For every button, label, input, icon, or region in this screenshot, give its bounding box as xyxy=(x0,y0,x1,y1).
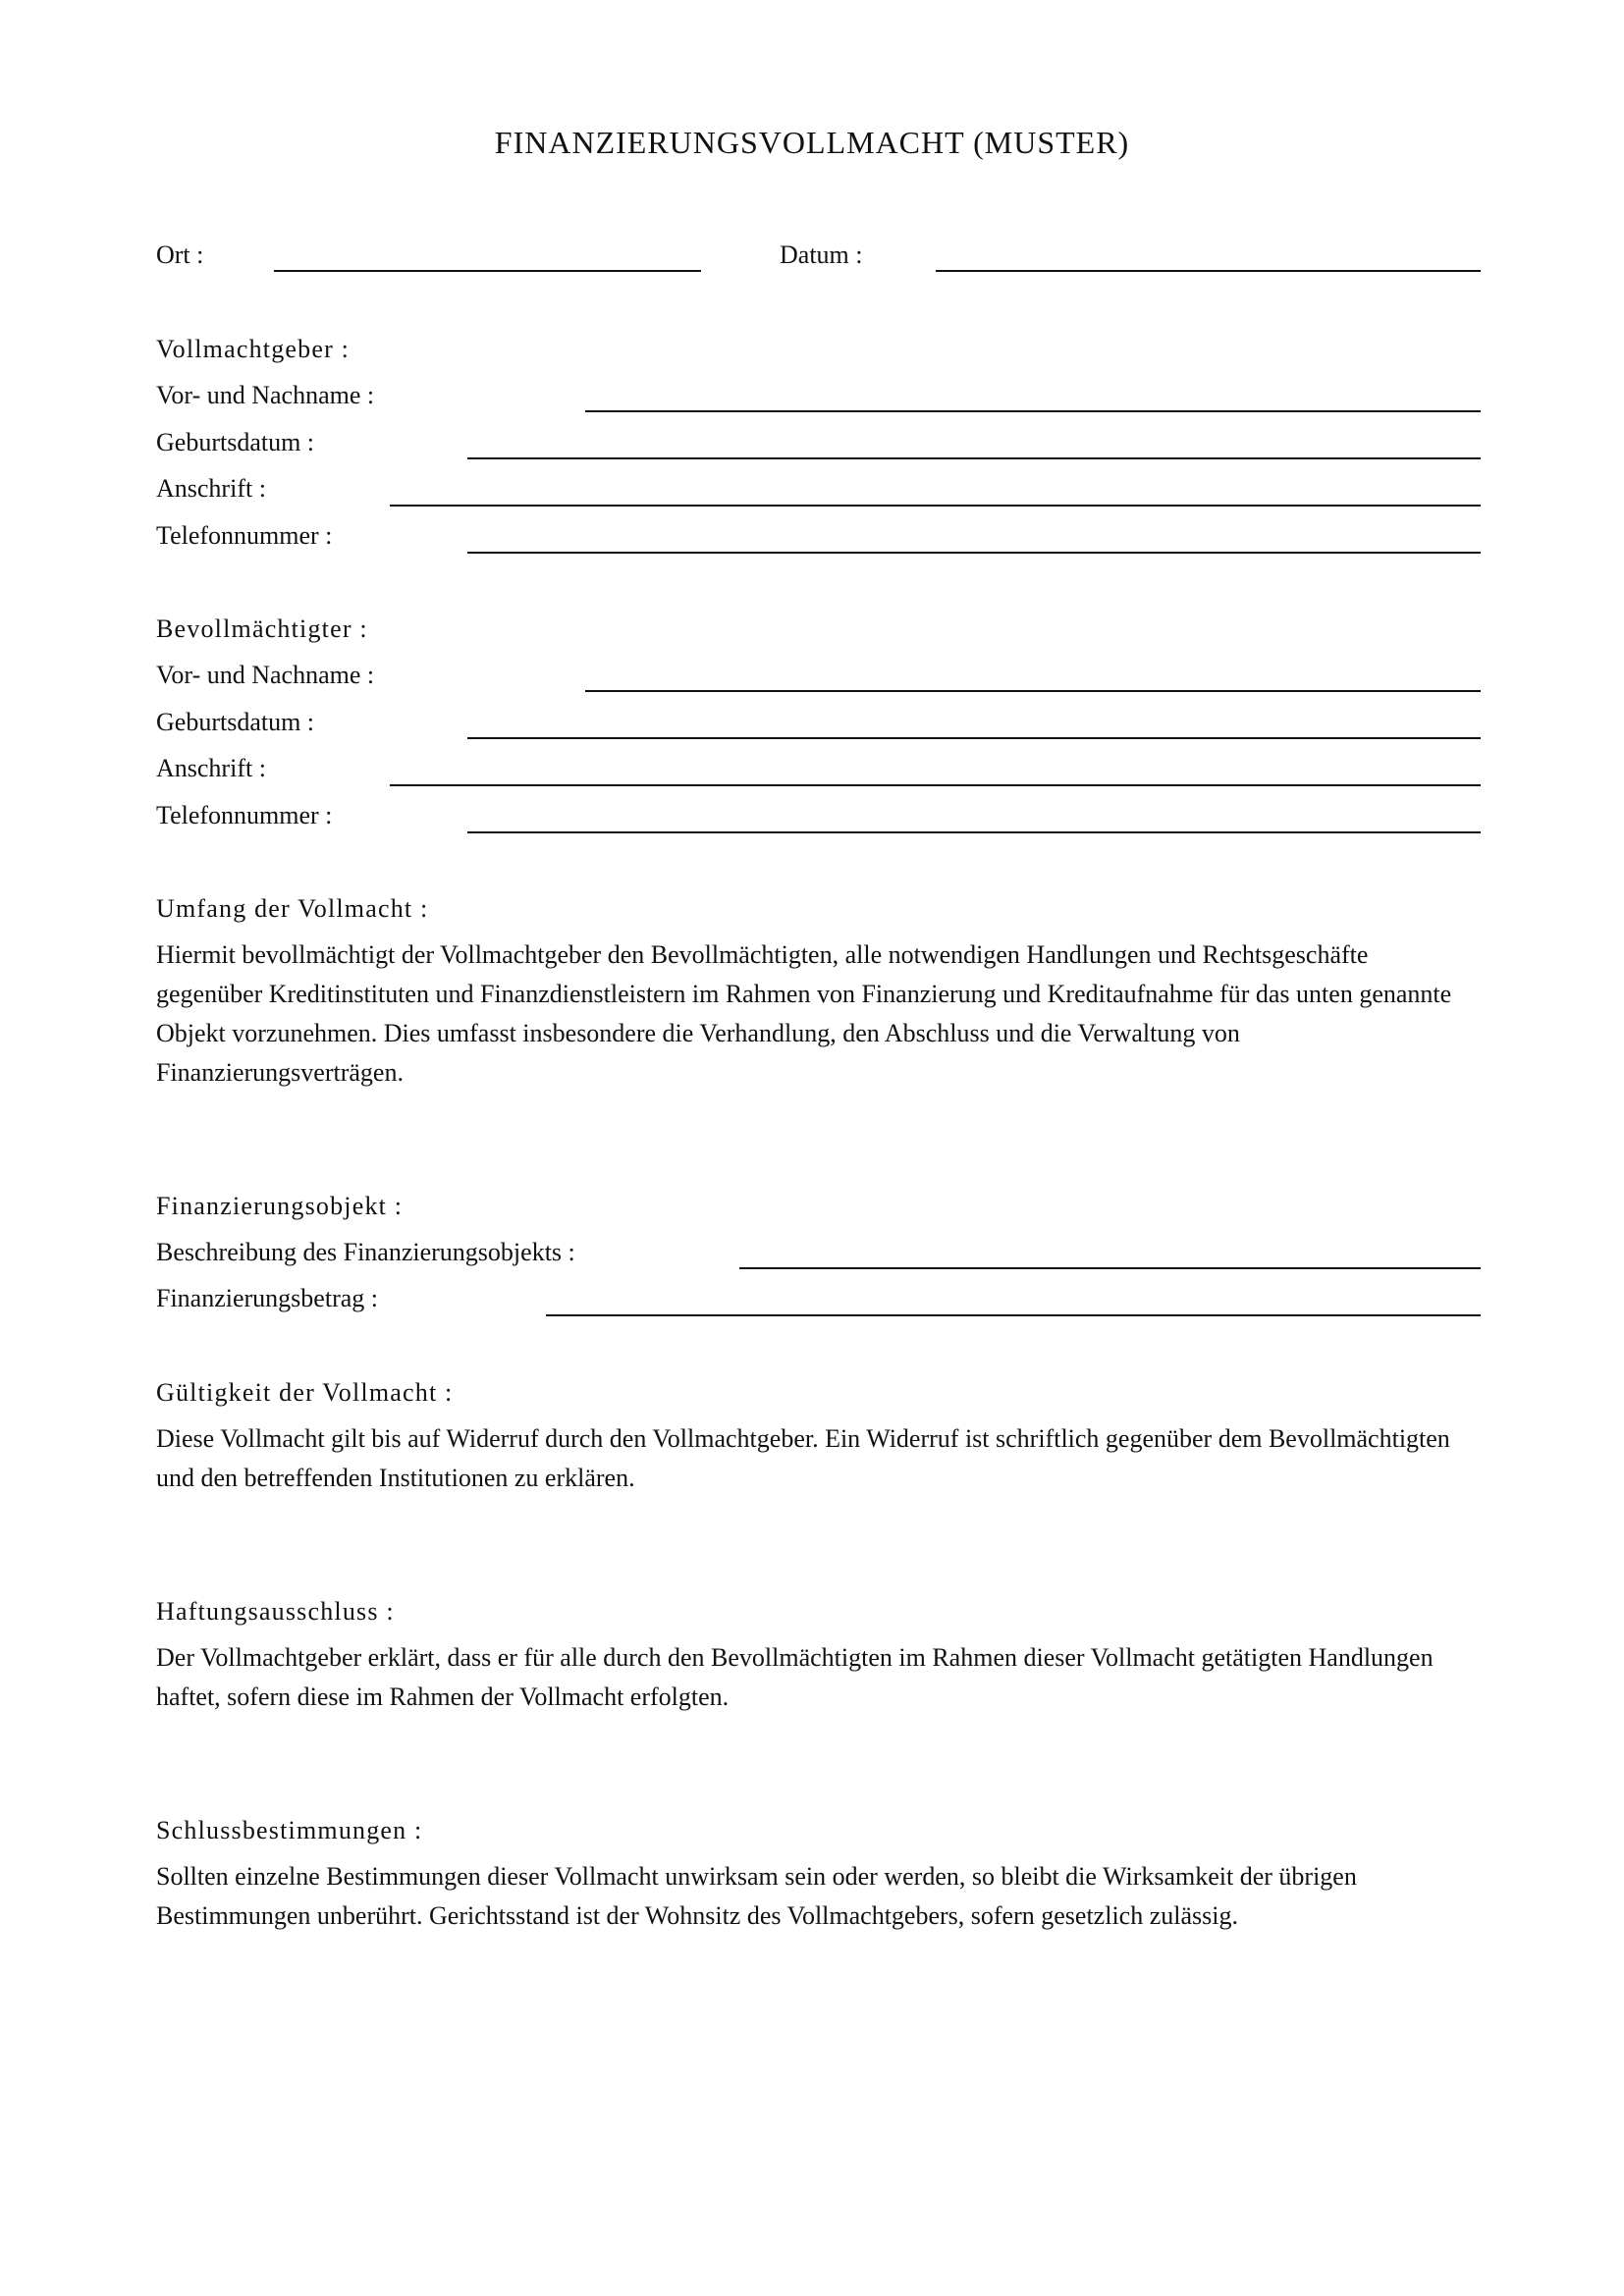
validity-text: Diese Vollmacht gilt bis auf Widerruf durch den Vollmachtgeber. Ein Widerruf ist schriftlich gegenüber dem Bevollmächtigten und den betreffenden Institutionen zu erklären. xyxy=(156,1424,1450,1492)
agent-heading: Bevollmächtigter : xyxy=(156,614,368,643)
document-title: FINANZIERUNGSVOLLMACHT (MUSTER) xyxy=(494,125,1130,160)
principal-birthdate-field-line[interactable] xyxy=(467,457,1481,459)
principal-phone-label: Telefonnummer : xyxy=(156,521,333,550)
principal-birthdate-label: Geburtsdatum : xyxy=(156,428,315,456)
agent-address-field-line[interactable] xyxy=(390,784,1481,786)
scope-text: Hiermit bevollmächtigt der Vollmachtgeber den Bevollmächtigten, alle notwendigen Handlungen und Rechtsgeschäfte gegenüber Kreditinstituten und Finanzdienstleistern im Rahmen von Finanzierung und Kreditaufnahme für das unten genannte Objekt vorzunehmen. Dies umfasst insbesondere die Verhandlung, den Abschluss und die Verwaltung von Finanzierungsverträgen. xyxy=(156,940,1452,1087)
liability-heading: Haftungsausschluss : xyxy=(156,1597,395,1626)
principal-name-label: Vor- und Nachname : xyxy=(156,381,375,409)
financing-amount-label: Finanzierungsbetrag : xyxy=(156,1284,378,1312)
agent-birthdate-label: Geburtsdatum : xyxy=(156,708,315,736)
agent-name-label: Vor- und Nachname : xyxy=(156,661,375,689)
place-label: Ort : xyxy=(156,240,204,269)
liability-text: Der Vollmachtgeber erklärt, dass er für alle durch den Bevollmächtigten im Rahmen dieser Vollmacht getätigten Handlungen haftet, sofern diese im Rahmen der Vollmacht erfolgten. xyxy=(156,1643,1434,1711)
financing-object-description-label: Beschreibung des Finanzierungsobjekts : xyxy=(156,1238,575,1266)
principal-name-field-line[interactable] xyxy=(585,410,1481,412)
date-field-line[interactable] xyxy=(936,270,1481,272)
principal-phone-field-line[interactable] xyxy=(467,552,1481,554)
scope-heading: Umfang der Vollmacht : xyxy=(156,894,429,923)
final-provisions-heading: Schlussbestimmungen : xyxy=(156,1816,423,1844)
agent-address-label: Anschrift : xyxy=(156,754,266,782)
principal-address-field-line[interactable] xyxy=(390,505,1481,507)
agent-birthdate-field-line[interactable] xyxy=(467,737,1481,739)
agent-phone-field-line[interactable] xyxy=(467,831,1481,833)
agent-name-field-line[interactable] xyxy=(585,690,1481,692)
principal-address-label: Anschrift : xyxy=(156,474,266,503)
principal-heading: Vollmachtgeber : xyxy=(156,335,351,363)
place-field-line[interactable] xyxy=(274,270,701,272)
financing-object-description-field-line[interactable] xyxy=(739,1267,1481,1269)
financing-object-heading: Finanzierungsobjekt : xyxy=(156,1192,404,1220)
validity-heading: Gültigkeit der Vollmacht : xyxy=(156,1378,454,1407)
agent-phone-label: Telefonnummer : xyxy=(156,801,333,829)
financing-amount-field-line[interactable] xyxy=(546,1314,1481,1316)
final-provisions-text: Sollten einzelne Bestimmungen dieser Vollmacht unwirksam sein oder werden, so bleibt die Wirksamkeit der übrigen Bestimmungen unberührt. Gerichtsstand ist der Wohnsitz des Vollmachtgebers, sofern gesetzlich zulässig. xyxy=(156,1862,1357,1930)
date-label: Datum : xyxy=(780,240,863,269)
